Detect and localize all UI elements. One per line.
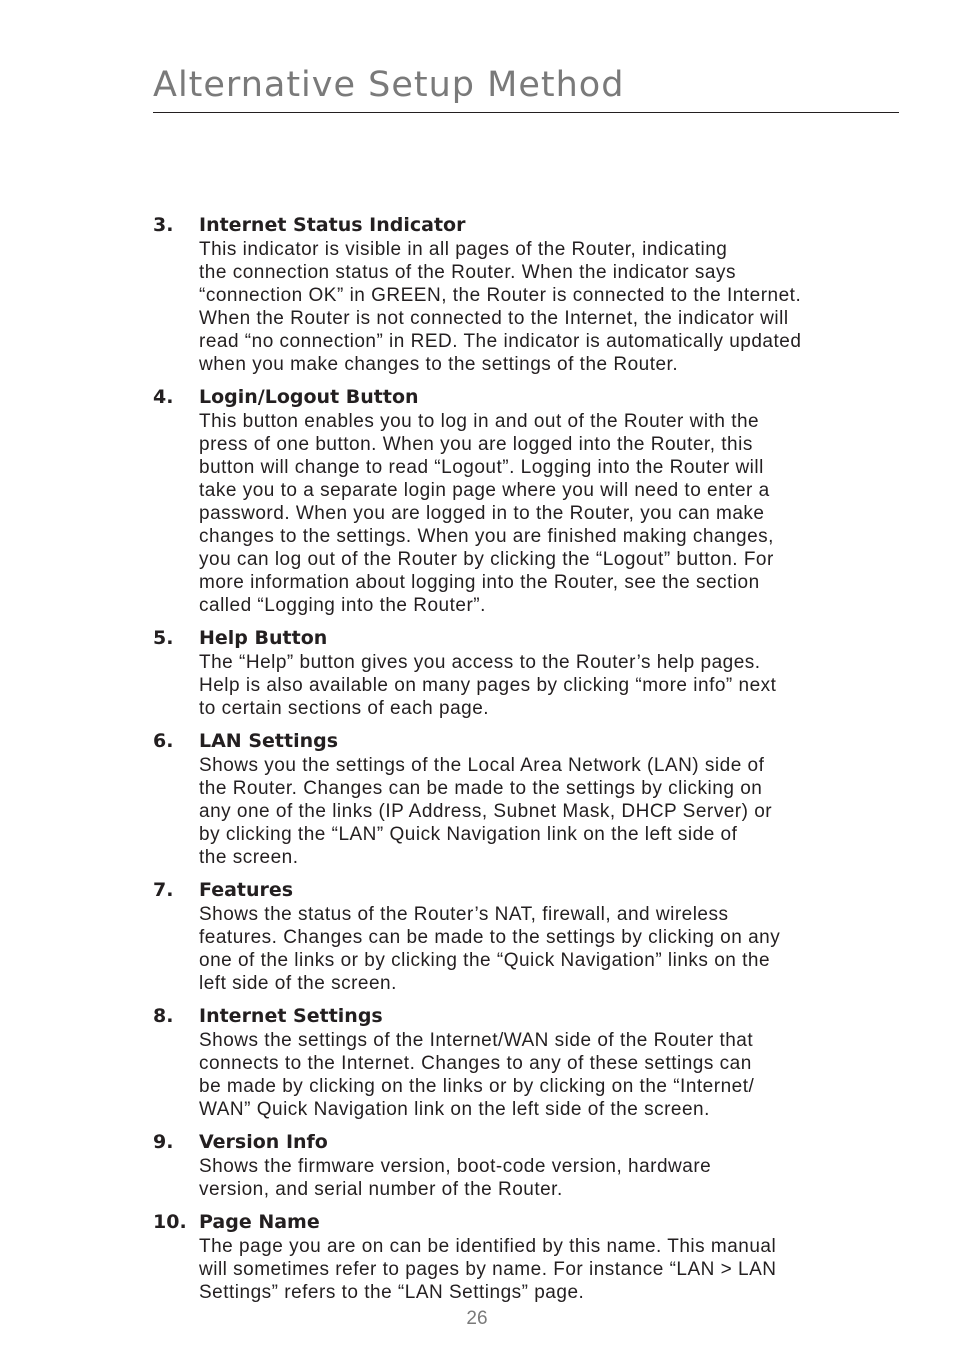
body-line: features. Changes can be made to the settings by clicking on any (199, 927, 781, 948)
list-item-3 (153, 212, 873, 376)
list-item-8 (153, 1003, 873, 1121)
numbered-list (153, 212, 873, 1312)
body-line: Settings” refers to the “LAN Settings” page. (199, 1282, 585, 1303)
body-line: Shows the firmware version, boot-code version, hardware (199, 1156, 712, 1177)
body-line: to certain sections of each page. (199, 698, 490, 719)
list-item-7 (153, 877, 873, 995)
body-line: “connection OK” in GREEN, the Router is connected to the Internet. (199, 285, 802, 306)
list-item-5 (153, 625, 873, 720)
body-line: The “Help” button gives you access to the Router’s help pages. (199, 652, 761, 673)
list-item-10 (153, 1209, 873, 1304)
body-line: connects to the Internet. Changes to any of these settings can (199, 1053, 752, 1074)
item-heading: Features (199, 879, 294, 901)
header-rule (153, 112, 899, 113)
body-line: When the Router is not connected to the Internet, the indicator will (199, 308, 789, 329)
item-body (199, 651, 873, 720)
body-line: Shows the settings of the Internet/WAN side of the Router that (199, 1030, 754, 1051)
item-number: 6. (153, 730, 174, 752)
item-body (199, 238, 873, 376)
item-number: 3. (153, 214, 174, 236)
body-line: will sometimes refer to pages by name. For instance “LAN > LAN (199, 1259, 777, 1280)
item-number: 9. (153, 1131, 174, 1153)
body-line: Help is also available on many pages by clicking “more info” next (199, 675, 777, 696)
item-number: 7. (153, 879, 174, 901)
body-line: Shows the status of the Router’s NAT, firewall, and wireless (199, 904, 729, 925)
item-heading: Page Name (199, 1211, 320, 1233)
item-heading: Version Info (199, 1131, 328, 1153)
item-heading: Help Button (199, 627, 328, 649)
body-line: by clicking the “LAN” Quick Navigation link on the left side of (199, 824, 738, 845)
item-body (199, 1235, 873, 1304)
body-line: be made by clicking on the links or by clicking on the “Internet/ (199, 1076, 755, 1097)
body-line: take you to a separate login page where you will need to enter a (199, 480, 770, 501)
item-number: 5. (153, 627, 174, 649)
body-line: changes to the settings. When you are finished making changes, (199, 526, 774, 547)
item-number: 4. (153, 386, 174, 408)
body-line: more information about logging into the Router, see the section (199, 572, 760, 593)
body-line: WAN” Quick Navigation link on the left side of the screen. (199, 1099, 710, 1120)
item-heading: LAN Settings (199, 730, 339, 752)
item-body (199, 1029, 873, 1121)
item-body (199, 410, 873, 617)
body-line: called “Logging into the Router”. (199, 595, 486, 616)
body-line: password. When you are logged in to the Router, you can make (199, 503, 765, 524)
page-title: Alternative Setup Method (153, 65, 625, 105)
body-line: any one of the links (IP Address, Subnet Mask, DHCP Server) or (199, 801, 773, 822)
body-line: Shows you the settings of the Local Area Network (LAN) side of (199, 755, 765, 776)
body-line: read “no connection” in RED. The indicator is automatically updated (199, 331, 802, 352)
body-line: the screen. (199, 847, 299, 868)
item-number: 10. (153, 1211, 187, 1233)
item-body (199, 1155, 873, 1201)
list-item-6 (153, 728, 873, 869)
body-line: version, and serial number of the Router. (199, 1179, 563, 1200)
item-number: 8. (153, 1005, 174, 1027)
page-header (153, 62, 899, 113)
body-line: The page you are on can be identified by this name. This manual (199, 1236, 777, 1257)
list-item-9 (153, 1129, 873, 1201)
body-line: the Router. Changes can be made to the settings by clicking on (199, 778, 763, 799)
body-line: press of one button. When you are logged into the Router, this (199, 434, 753, 455)
item-body (199, 754, 873, 869)
list-item-4 (153, 384, 873, 617)
body-line: This button enables you to log in and out of the Router with the (199, 411, 760, 432)
item-heading: Internet Status Indicator (199, 214, 466, 236)
body-line: left side of the screen. (199, 973, 397, 994)
body-line: button will change to read “Logout”. Logging into the Router will (199, 457, 764, 478)
item-heading: Login/Logout Button (199, 386, 419, 408)
body-line: one of the links or by clicking the “Quick Navigation” links on the (199, 950, 771, 971)
page-number: 26 (466, 1308, 488, 1329)
body-line: you can log out of the Router by clicking the “Logout” button. For (199, 549, 774, 570)
body-line: the connection status of the Router. When the indicator says (199, 262, 736, 283)
item-body (199, 903, 873, 995)
item-heading: Internet Settings (199, 1005, 383, 1027)
body-line: This indicator is visible in all pages of the Router, indicating (199, 239, 728, 260)
body-line: when you make changes to the settings of the Router. (199, 354, 679, 375)
